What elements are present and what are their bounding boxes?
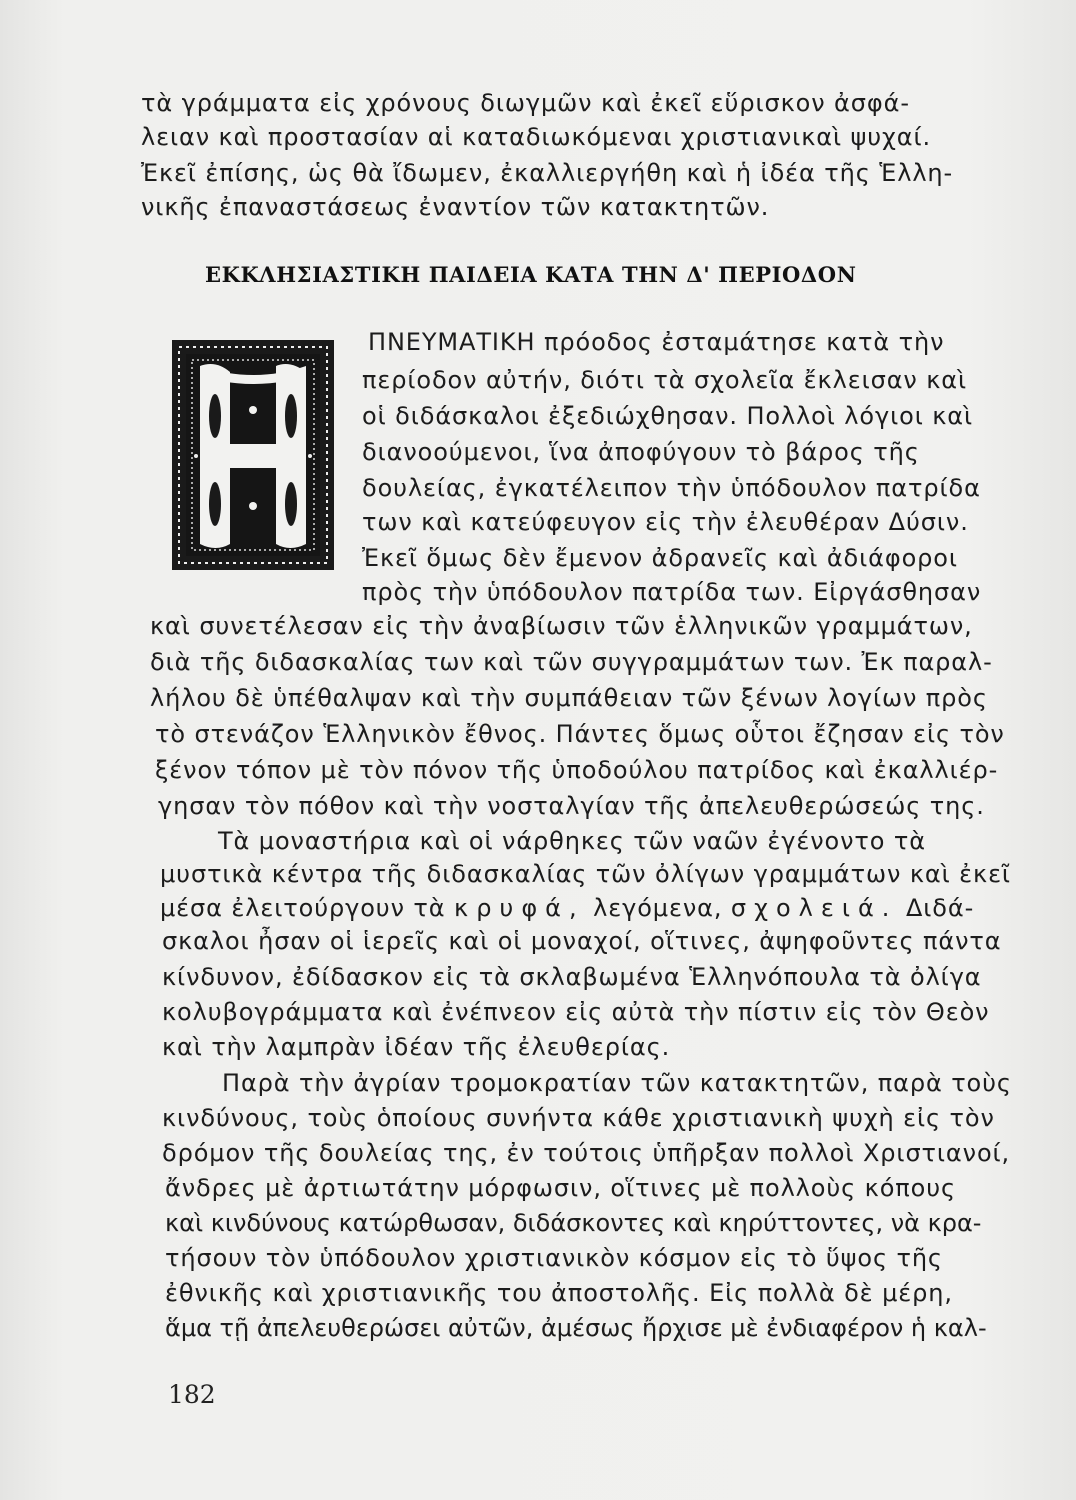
text-line: οἱ διδάσκαλοι ἐξεδιώχθησαν. Πολλοὶ λόγιοι καὶ xyxy=(362,402,974,430)
text-line: Τὰ μοναστήρια καὶ οἱ νάρθηκες τῶν ναῶν ἐγένοντο τὰ xyxy=(218,827,926,855)
text-line: καὶ τὴν λαμπρὰν ἰδέαν τῆς ἐλευθερίας. xyxy=(162,1033,671,1061)
text-line: ΠΝΕΥΜΑΤΙΚΗ πρόοδος ἐσταμάτησε κατὰ τὴν xyxy=(368,328,945,356)
text-line: περίοδον αὐτήν, διότι τὰ σχολεῖα ἔκλεισαν καὶ xyxy=(362,366,968,394)
text-line xyxy=(160,893,974,923)
text-line: των καὶ κατεύφευγον εἰς τὴν ἐλευθέραν Δύσιν. xyxy=(362,508,969,536)
text-line: γησαν τὸν πόθον καὶ τὴν νοσταλγίαν τῆς ἀπελευθερώσεώς της. xyxy=(158,792,985,820)
text-line: νικῆς ἐπαναστάσεως ἐναντίον τῶν κατακτητῶν. xyxy=(141,193,770,221)
text-line: διὰ τῆς διδασκαλίας των καὶ τῶν συγγραμμάτων των. Ἐκ παραλ- xyxy=(150,648,993,676)
section-heading: ΕΚΚΛΗΣΙΑΣΤΙΚΗ ΠΑΙΔΕΙΑ ΚΑΤΑ ΤΗΝ Δ' ΠΕΡΙΟΔΟΝ xyxy=(205,262,857,287)
text-line: πρὸς τὴν ὑπόδουλον πατρίδα των. Εἰργάσθησαν xyxy=(362,578,982,606)
emphasized-word: σχολειά. xyxy=(730,894,898,922)
text-line: δουλείας, ἐγκατέλειπον τὴν ὑπόδουλον πατρίδα xyxy=(362,474,981,502)
text-fragment: λεγόμενα, xyxy=(593,894,723,922)
text-line: καὶ συνετέλεσαν εἰς τὴν ἀναβίωσιν τῶν ἑλληνικῶν γραμμάτων, xyxy=(150,612,973,640)
ornament-eta-icon xyxy=(168,336,338,574)
text-line: καὶ κινδύνους κατώρθωσαν, διδάσκοντες καὶ κηρύττοντες, νὰ κρα- xyxy=(165,1209,982,1237)
text-line: δρόμον τῆς δουλείας της, ἐν τούτοις ὑπῆρξαν πολλοὶ Χριστιανοί, xyxy=(162,1139,1011,1167)
text-line: τήσουν τὸν ὑπόδουλον χριστιανικὸν κόσμον εἰς τὸ ὕψος τῆς xyxy=(165,1244,943,1272)
text-line: Παρὰ τὴν ἀγρίαν τρομοκρατίαν τῶν κατακτητῶν, παρὰ τοὺς xyxy=(222,1069,1012,1097)
text-line: διανοούμενοι, ἵνα ἀποφύγουν τὸ βάρος τῆς xyxy=(362,438,920,466)
text-line: σκαλοι ἦσαν οἱ ἱερεῖς καὶ οἱ μοναχοί, οἵτινες, ἀψηφοῦντες πάντα xyxy=(162,927,1002,955)
page-number: 182 xyxy=(168,1380,216,1409)
text-line: Ἐκεῖ ὅμως δὲν ἔμενον ἀδρανεῖς καὶ ἀδιάφοροι xyxy=(362,544,958,572)
text-line: τὸ στενάζον Ἑλληνικὸν ἔθνος. Πάντες ὅμως οὗτοι ἔζησαν εἰς τὸν xyxy=(155,720,1005,748)
text-line: μυστικὰ κέντρα τῆς διδασκαλίας τῶν ὀλίγων γραμμάτων καὶ ἐκεῖ xyxy=(160,860,1011,888)
text-line: τὰ γράμματα εἰς χρόνους διωγμῶν καὶ ἐκεῖ εὕρισκον ἀσφά- xyxy=(141,89,910,117)
decorated-initial-letter xyxy=(168,336,338,574)
text-line: ξένον τόπον μὲ τὸν πόνον τῆς ὑποδούλου πατρίδος καὶ ἐκαλλιέρ- xyxy=(155,756,999,784)
text-line: λήλου δὲ ὑπέθαλψαν καὶ τὴν συμπάθειαν τῶν ξένων λογίων πρὸς xyxy=(150,684,988,712)
text-fragment: Διδά- xyxy=(905,894,975,922)
emphasized-word: κρυφά, xyxy=(454,894,585,922)
text-line: Ἐκεῖ ἐπίσης, ὡς θὰ ἴδωμεν, ἐκαλλιεργήθη καὶ ἡ ἰδέα τῆς Ἑλλη- xyxy=(141,159,954,187)
text-fragment: μέσα ἐλειτούργουν τὰ xyxy=(160,894,446,922)
text-line: ἐθνικῆς καὶ χριστιανικῆς του ἀποστολῆς. Εἰς πολλὰ δὲ μέρη, xyxy=(165,1279,953,1307)
text-line: κολυβογράμματα καὶ ἐνέπνεον εἰς αὐτὰ τὴν πίστιν εἰς τὸν Θεὸν xyxy=(162,998,990,1026)
text-line: λειαν καὶ προστασίαν αἱ καταδιωκόμεναι χριστιανικαὶ ψυχαί. xyxy=(141,123,932,151)
text-line: κίνδυνον, ἐδίδασκον εἰς τὰ σκλαβωμένα Ἑλληνόπουλα τὰ ὀλίγα xyxy=(162,963,982,991)
text-line: ἅμα τῇ ἀπελευθερώσει αὐτῶν, ἀμέσως ἤρχισε μὲ ἐνδιαφέρον ἡ καλ- xyxy=(165,1314,987,1342)
text-line: ἄνδρες μὲ ἀρτιωτάτην μόρφωσιν, οἵτινες μὲ πολλοὺς κόπους xyxy=(165,1174,957,1202)
text-line: κινδύνους, τοὺς ὁποίους συνήντα κάθε χριστιανικὴ ψυχὴ εἰς τὸν xyxy=(162,1104,995,1132)
